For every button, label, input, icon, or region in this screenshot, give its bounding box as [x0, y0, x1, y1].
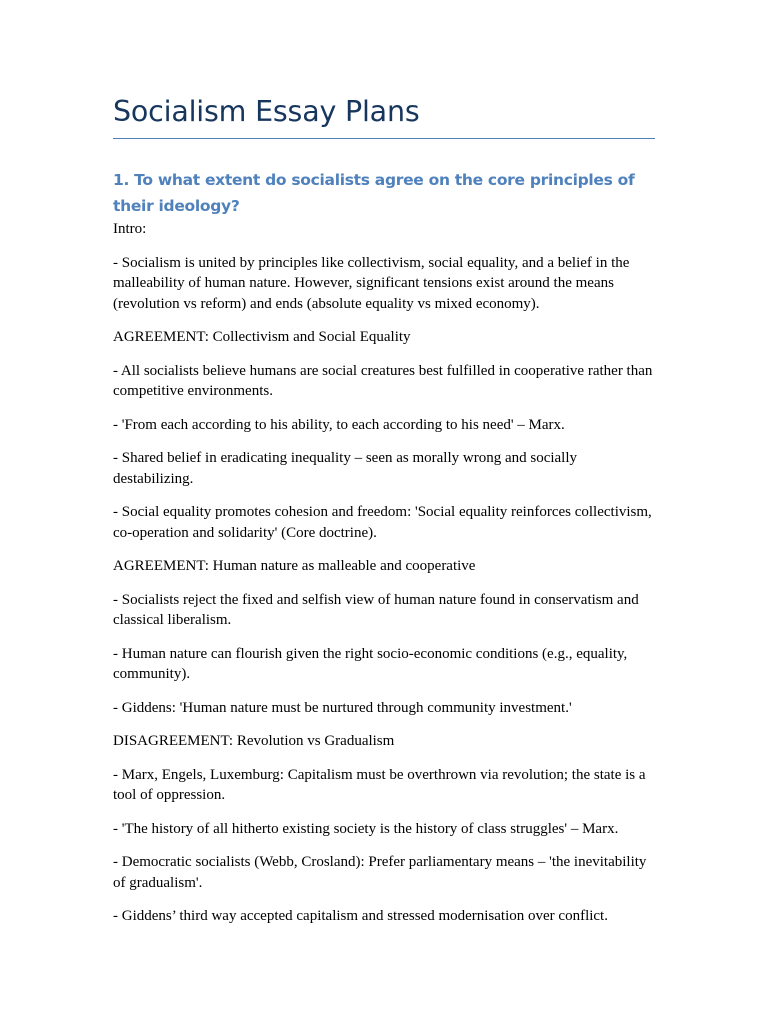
- paragraph-class-struggles: - 'The history of all hitherto existing society is the history of class struggles' – Marx.: [113, 820, 619, 837]
- paragraph-giddens-quote: - Giddens: 'Human nature must be nurtured through community investment.': [113, 699, 572, 716]
- paragraph-flourish: - Human nature can flourish given the right socio-economic conditions (e.g., equality, community).: [113, 645, 628, 682]
- paragraph-social-creatures: - All socialists believe humans are social creatures best fulfilled in cooperative rather than competitive environments.: [113, 362, 653, 399]
- paragraph-third-way: - Giddens’ third way accepted capitalism and stressed modernisation over conflict.: [113, 908, 608, 924]
- paragraph-intro-text: - Socialism is united by principles like collectivism, social equality, and a belief in the malleability of human nature. However, significant tensions exist around the means (revolution vs reform) and ends (absolute equality vs mixed economy).: [113, 254, 630, 312]
- paragraph-marx-quote: - 'From each according to his ability, to each according to his need' – Marx.: [113, 416, 565, 433]
- document-title: Socialism Essay Plans: [113, 92, 655, 139]
- paragraph-democratic-socialists: - Democratic socialists (Webb, Crosland): Prefer parliamentary means – 'the inevitability of gradualism'.: [113, 854, 647, 891]
- paragraph-marx-engels: - Marx, Engels, Luxemburg: Capitalism must be overthrown via revolution; the state is a tool of oppression.: [113, 766, 646, 803]
- question-heading: 1. To what extent do socialists agree on the core principles of their ideology?: [113, 171, 635, 215]
- paragraph-inequality: - Shared belief in eradicating inequality – seen as morally wrong and socially destabilizing.: [113, 450, 578, 487]
- document-page: [113, 92, 655, 940]
- section-heading-revolution: DISAGREEMENT: Revolution vs Gradualism: [113, 733, 395, 749]
- section-heading-human-nature: AGREEMENT: Human nature as malleable and cooperative: [113, 558, 476, 574]
- paragraph-reject-fixed-view: - Socialists reject the fixed and selfish view of human nature found in conservatism and classical liberalism.: [113, 591, 639, 628]
- paragraph-social-equality: - Social equality promotes cohesion and freedom: 'Social equality reinforces collectivism, co-operation and solidarity' (Core doctrine).: [113, 504, 652, 541]
- paragraph-intro-label: Intro:: [113, 221, 147, 237]
- section-heading-collectivism: AGREEMENT: Collectivism and Social Equality: [113, 329, 411, 345]
